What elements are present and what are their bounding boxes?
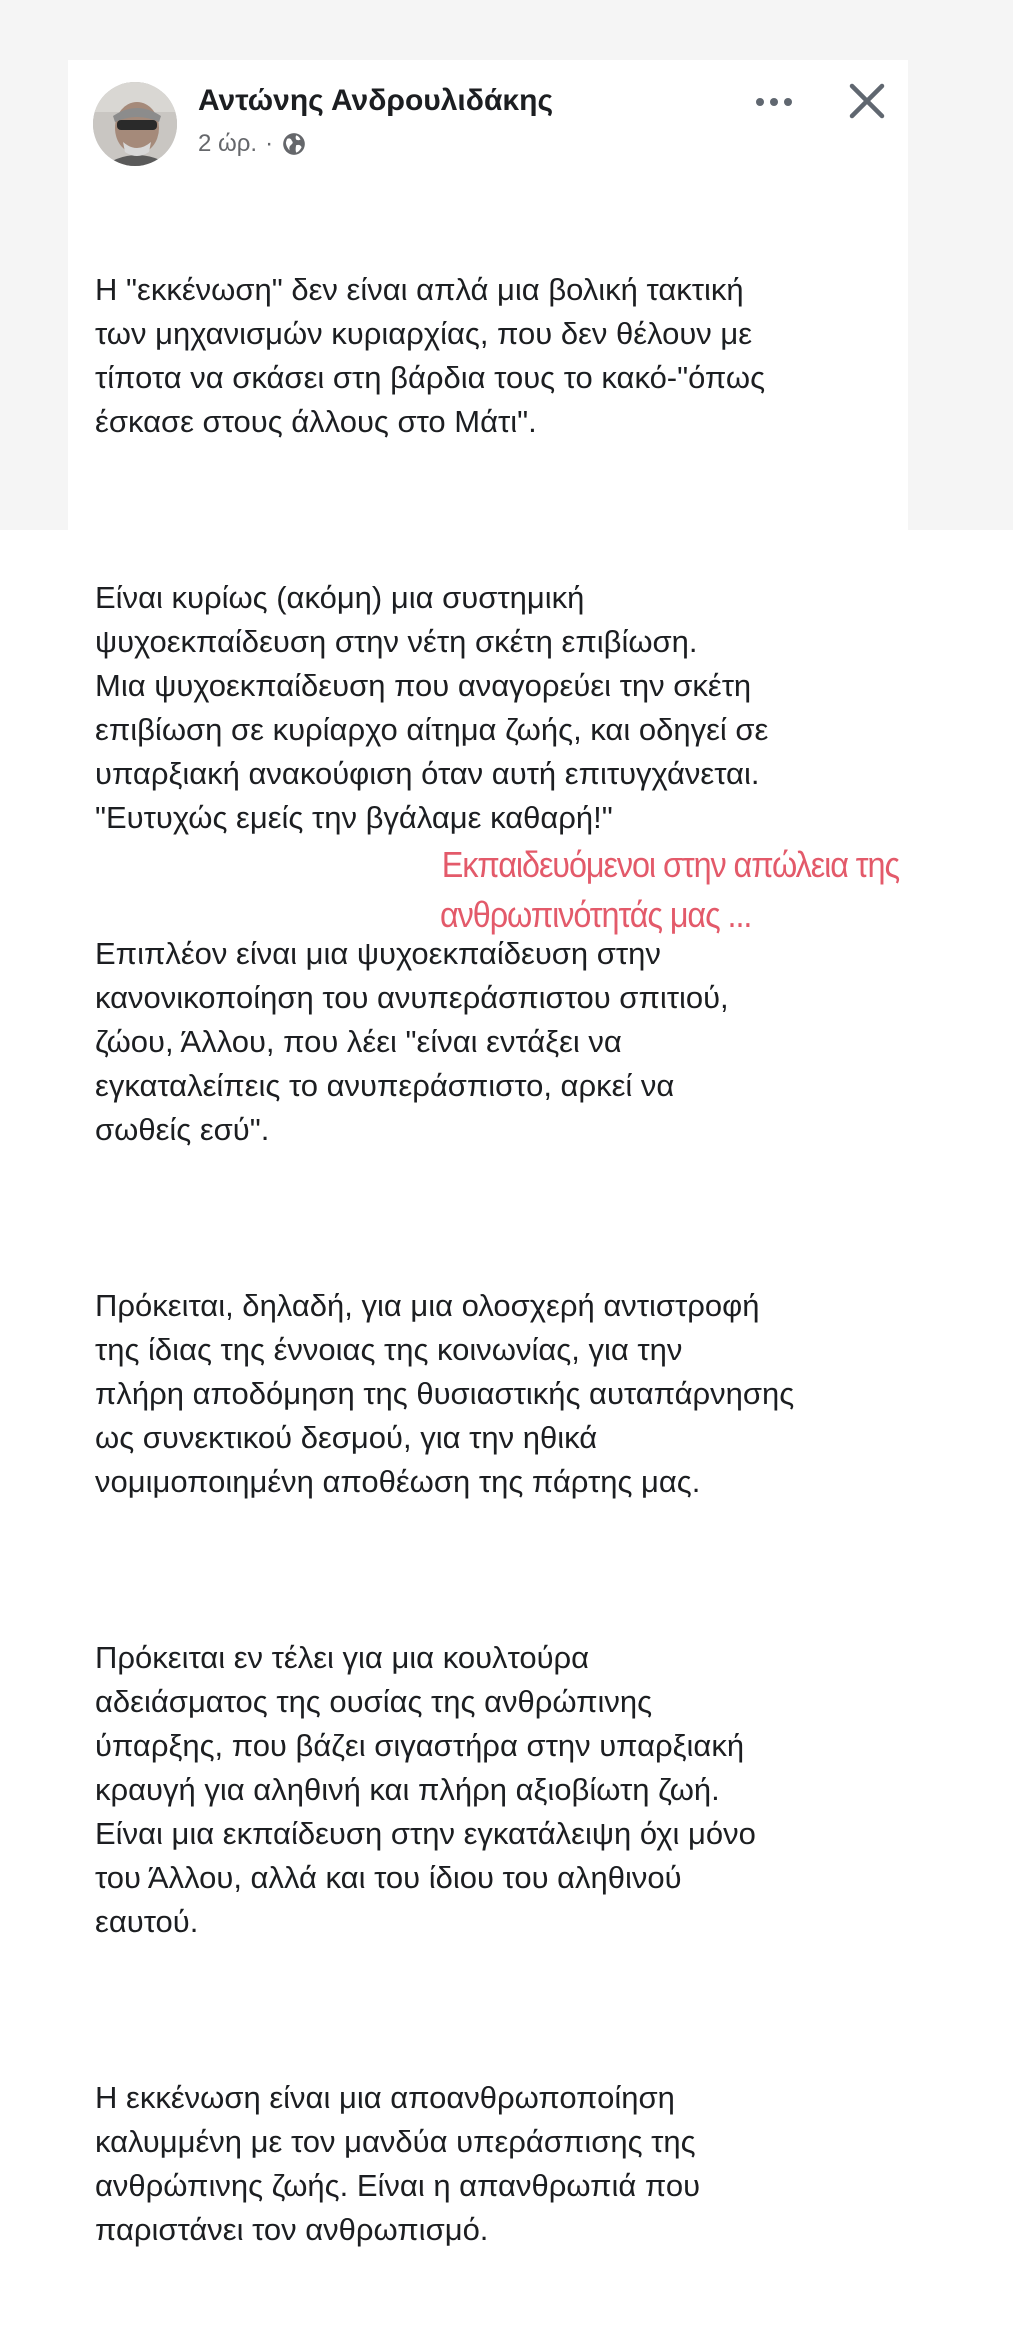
avatar[interactable] xyxy=(93,82,177,166)
more-dot xyxy=(770,98,778,106)
overlay-caption-line-2: ανθρωπινότητάς μας ... xyxy=(440,894,752,935)
close-icon xyxy=(840,76,892,128)
post-paragraph: Είναι κυρίως (ακόμη) μια συστημική ψυχοεκπαίδευση στην νέτη σκέτη επιβίωση. Μια ψυχοεκπαίδευση που αναγορεύει την σκέτη επιβίωση σε κυρίαρχο αίτημα ζωής, και οδηγεί σε υπαρξιακή ανακούφιση όταν αυτή επιτυγχάνεται. "Ευτυχώς εμείς την βγάλαμε καθαρή!" xyxy=(95,580,769,835)
background-left xyxy=(0,0,68,530)
post-body xyxy=(95,180,905,2340)
more-horizontal-icon xyxy=(756,98,764,106)
post-paragraph: Επιπλέον είναι μια ψυχοεκπαίδευση στην κανονικοποίηση του ανυπεράσπιστου σπιτιού, ζώου, Άλλου, που λέει "είναι εντάξει να εγκαταλείπεις το ανυπεράσπιστο, αρκεί να σωθείς εσύ". xyxy=(95,936,729,1147)
post-meta xyxy=(198,130,307,158)
overlay-caption-line-1: Εκπαιδευόμενοι στην απώλεια της xyxy=(441,844,899,885)
background-top xyxy=(0,0,1013,60)
close-button[interactable] xyxy=(840,76,892,128)
background-right xyxy=(908,0,1013,530)
globe-icon xyxy=(281,131,307,157)
more-options-button[interactable] xyxy=(746,82,802,122)
meta-separator: · xyxy=(265,130,274,157)
post-paragraph: Πρόκειται, δηλαδή, για μια ολοσχερή αντιστροφή της ίδιας της έννοιας της κοινωνίας, για την πλήρη αποδόμηση της θυσιαστικής αυταπάρνησης ως συνεκτικού δεσμού, για την ηθικά νομιμοποιημένη αποθέωση της πάρτης μας. xyxy=(95,1288,795,1499)
post-paragraph: Η εκκένωση είναι μια αποανθρωποποίηση καλυμμένη με τον μανδύα υπεράσπισης της ανθρώπινης ζωής. Είναι η απανθρωπιά που παριστάνει τον ανθρωπισμό. xyxy=(95,2080,701,2247)
overlay-caption xyxy=(440,840,899,940)
avatar-photo xyxy=(93,82,177,166)
post-paragraph: Η "εκκένωση" δεν είναι απλά μια βολική τακτική των μηχανισμών κυριαρχίας, που δεν θέλουν με τίποτα να σκάσει στη βάρδια τους το κακό-"όπως έσκασε στους άλλους στο Μάτι". xyxy=(95,272,766,439)
post-paragraph: Πρόκειται εν τέλει για μια κουλτούρα αδειάσματος της ουσίας της ανθρώπινης ύπαρξης, που βάζει σιγαστήρα στην υπαρξιακή κραυγή για αληθινή και πλήρη αξιοβίωτη ζωή. Είναι μια εκπαίδευση στην εγκατάλειψη όχι μόνο του Άλλου, αλλά και του ίδιου του αληθινού εαυτού. xyxy=(95,1640,756,1939)
author-name[interactable]: Αντώνης Ανδρουλιδάκης xyxy=(198,84,554,117)
more-dot xyxy=(784,98,792,106)
post-timestamp[interactable]: 2 ώρ. xyxy=(198,130,258,157)
post-header xyxy=(68,70,908,165)
